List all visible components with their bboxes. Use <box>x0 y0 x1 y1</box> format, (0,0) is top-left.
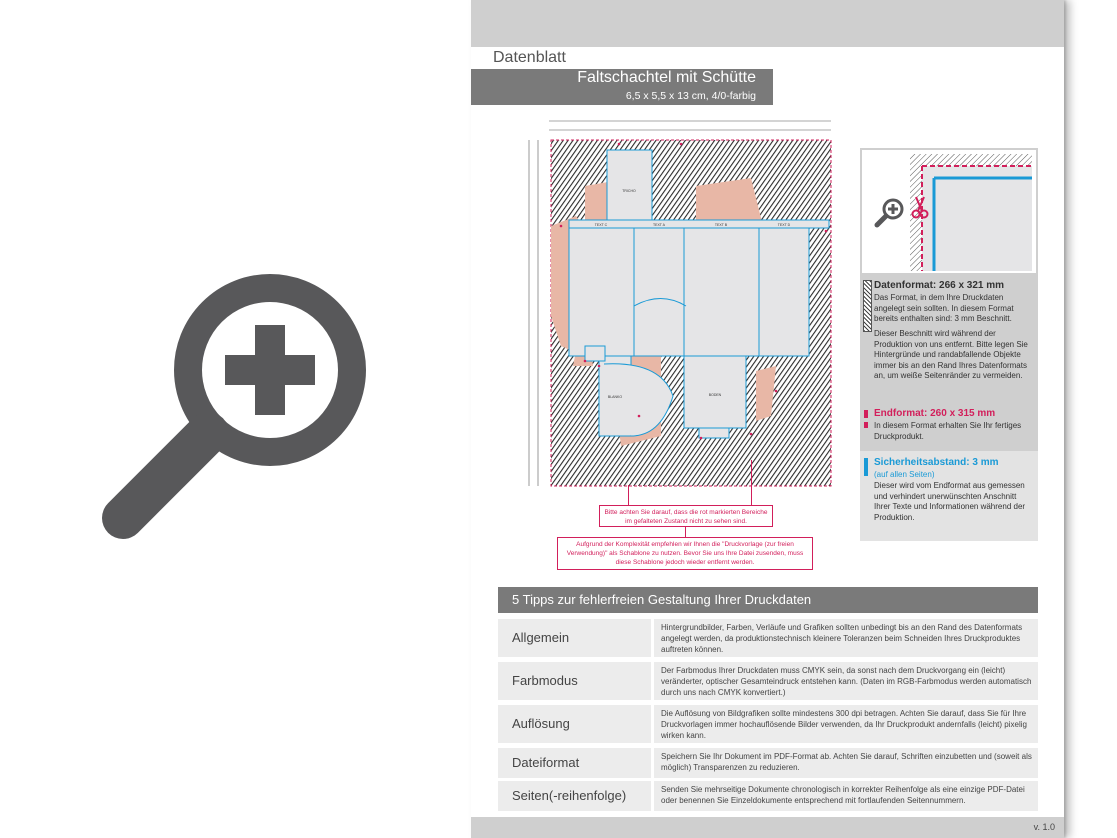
data-format-title: Datenformat: 266 x 321 mm <box>874 280 1005 291</box>
footer-band <box>471 817 1064 838</box>
tip-label: Allgemein <box>498 619 651 657</box>
note-connector <box>751 460 752 505</box>
tip-text: Hintergrundbilder, Farben, Verläufe und Grafiken sollten unbedingt bis an den Rand des Datenformats angelegt werden, da produktionstechnisch kleinere Toleranzen beim Schneiden Ihres Druckproduktes auftreten können. <box>654 619 1038 657</box>
tip-text: Speichern Sie Ihr Dokument im PDF-Format ab. Achten Sie darauf, Schriften einzubetten und (soweit als möglich) Transparenzen zu reduzieren. <box>654 748 1038 778</box>
datasheet-page <box>471 0 1064 838</box>
scissors-icon <box>911 195 929 219</box>
table-row <box>498 781 1038 811</box>
tip-text: Die Auflösung von Bildgrafiken sollte mindestens 300 dpi betragen. Achten Sie darauf, dass Sie für Ihre Druckvorlagen immer hochauflösende Bilder verwenden, da Ihr Druckprodukt andernfalls (leicht) pixelig wirken kann. <box>654 705 1038 743</box>
table-row <box>498 705 1038 743</box>
panel-label: TEXT D <box>777 223 791 227</box>
note-connector <box>628 485 629 505</box>
end-format-text: In diesem Format erhalten Sie Ihr fertiges Druckprodukt. <box>874 421 1022 441</box>
top-band <box>471 0 1064 47</box>
panel-label: TEXT C <box>594 223 608 227</box>
tip-label: Seiten(-reihenfolge) <box>498 781 651 811</box>
format-info-panel <box>860 148 1038 541</box>
header-tab: Datenblatt <box>471 47 590 69</box>
safety-subtitle: (auf allen Seiten) <box>874 470 935 479</box>
format-detail-illustration <box>862 150 1036 273</box>
note-connector <box>685 527 686 537</box>
data-format-text: Das Format, in dem Ihre Druckdaten angelegt sein sollten. In diesem Format bereits enthalten sind: 3 mm Beschnitt. <box>874 293 1014 323</box>
document-subtitle: 6,5 x 5,5 x 13 cm, 4/0-farbig <box>625 90 756 102</box>
end-format-title: Endformat: 260 x 315 mm <box>874 408 996 419</box>
tip-text: Senden Sie mehrseitige Dokumente chronologisch in korrekter Reihenfolge als eine einzige PDF-Datei oder benennen Sie Einzeldokumente entsprechend mit fortlaufenden Seitennummern. <box>654 781 1038 811</box>
tip-text: Der Farbmodus Ihrer Druckdaten muss CMYK sein, da sonst nach dem Druckvorgang ein (leicht) veränderter, optischer Gesamteindruck entstehen kann. (Daten im RGB-Farbmodus werden automatisch durch uns nach CMYK konvertiert.) <box>654 662 1038 700</box>
table-row <box>498 619 1038 657</box>
note-red-areas: Bitte achten Sie darauf, dass die rot markierten Bereiche im gefalteten Zustand nicht zu sehen sind. <box>599 505 773 527</box>
tip-label: Farbmodus <box>498 662 651 700</box>
tip-label: Auflösung <box>498 705 651 743</box>
table-row <box>498 748 1038 778</box>
version-label: v. 1.0 <box>1033 822 1055 832</box>
note-template: Aufgrund der Komplexität empfehlen wir Ihnen die "Druckvorlage (zur freien Verwendung)" als Schablone zu nutzen. Bevor Sie uns Ihre Datei zusenden, muss diese Schablone jedoch wieder entfernt werden. <box>557 537 813 570</box>
panel-label: TEXT B <box>714 223 728 227</box>
zoom-in-icon[interactable] <box>874 196 906 230</box>
header-bar <box>471 69 773 105</box>
safety-title: Sicherheitsabstand: 3 mm <box>874 457 999 468</box>
panel-label: BODEN <box>708 393 722 397</box>
safety-marker <box>864 458 868 476</box>
data-format-text-2: Dieser Beschnitt wird während der Produktion von uns entfernt. Bitte legen Sie Hintergründe und randabfallende Objekte immer bis an den Rand Ihres Datenformats an, um weiße Seitenränder zu vermeiden. <box>874 329 1028 380</box>
document-title: Faltschachtel mit Schütte <box>577 69 756 86</box>
dieline-drawing <box>521 116 839 496</box>
end-format-marker <box>864 410 868 418</box>
data-format-swatch <box>863 280 872 332</box>
panel-label: TRICHO <box>622 189 636 193</box>
safety-text: Dieser wird vom Endformat aus gemessen und verhindert unerwünschten Anschnitt Ihrer Texte und Informationen während der Produktion. <box>874 481 1026 522</box>
zoom-in-icon[interactable] <box>95 265 375 555</box>
panel-label: BLANKO <box>607 395 623 399</box>
tip-label: Dateiformat <box>498 748 651 778</box>
tips-heading: 5 Tipps zur fehlerfreien Gestaltung Ihrer Druckdaten <box>498 587 1038 613</box>
panel-label: TEXT A <box>653 223 665 227</box>
table-row <box>498 662 1038 700</box>
end-format-marker <box>864 422 868 428</box>
